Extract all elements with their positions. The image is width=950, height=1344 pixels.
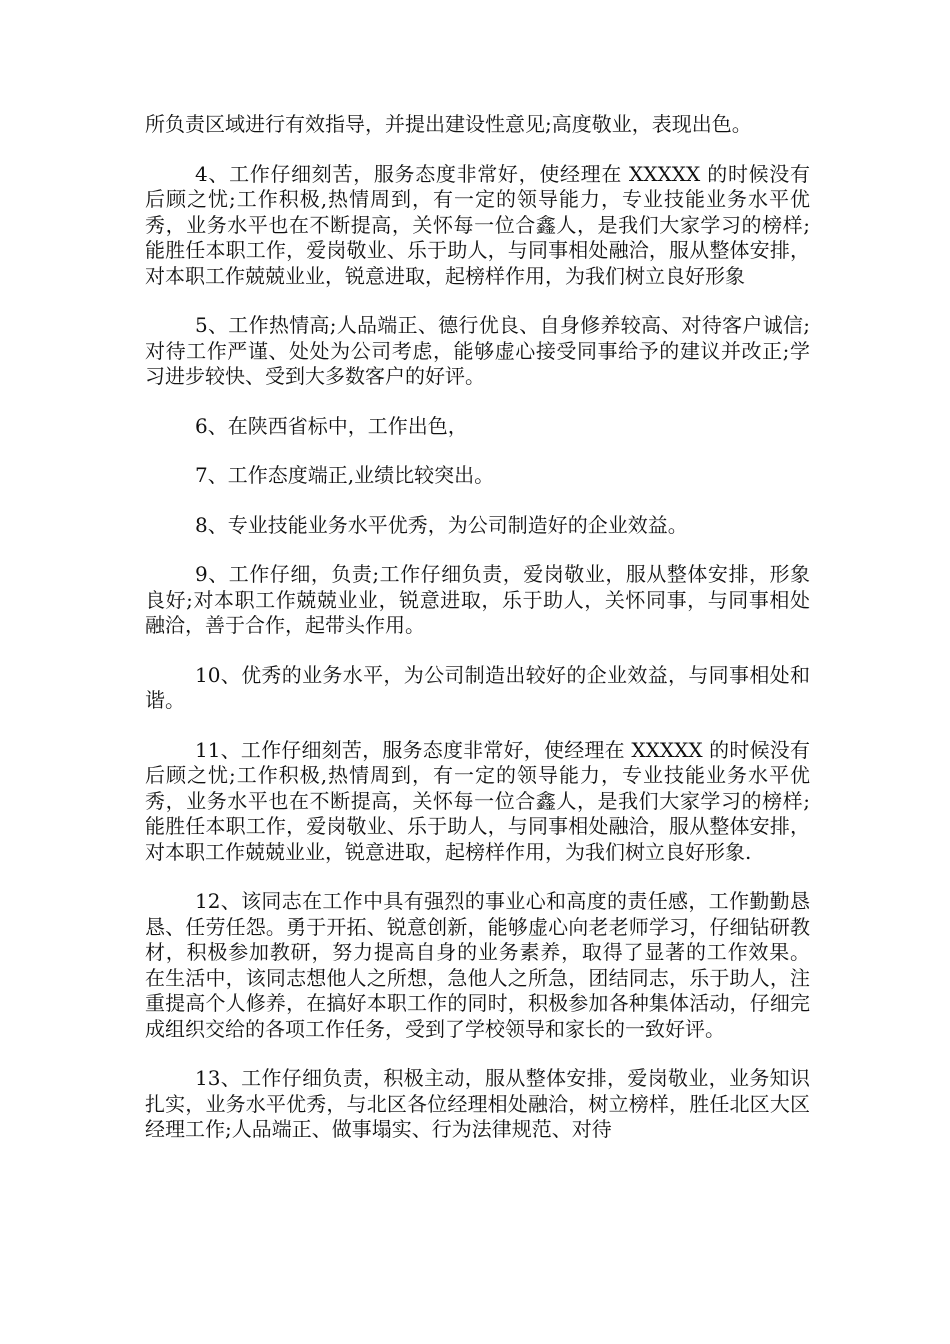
paragraph: 12、该同志在工作中具有强烈的事业心和高度的责任感，工作勤勤恳恳、任劳任怨。勇于开拓、锐意创新，能够虚心向老老师学习，仔细钻研教材，积极参加教研，努力提高自身的业务素养，取得了显著的工作效果。 在生活中，该同志想他人之所想，急他人之所急，团结同志，乐于助人，注重提高个人修养，在搞好本职工作的同时，积极参加各种集体活动，仔细完成组织交给的各项工作任务，受到了学校领导和家长的一致好评。 xyxy=(145,889,810,1041)
paragraph: 5、工作热情高;人品端正、德行优良、自身修养较高、对待客户诚信;对待工作严谨、处处为公司考虑，能够虚心接受同事给予的建议并改正;学习进步较快、受到大多数客户的好评。 xyxy=(145,313,810,388)
paragraph: 8、专业技能业务水平优秀，为公司制造好的企业效益。 xyxy=(195,512,688,537)
paragraph: 4、工作仔细刻苦，服务态度非常好，使经理在 XXXXX 的时候没有后顾之忧;工作积极,热情周到，有一定的领导能力，专业技能业务水平优秀，业务水平也在不断提高，关怀每一位合鑫人，是我们大家学习的榜样;能胜任本职工作，爱岗敬业、乐于助人，与同事相处融洽，服从整体安排，对本职工作兢兢业业，锐意进取，起榜样作用，为我们树立良好形象 xyxy=(145,161,810,288)
paragraph: 13、工作仔细负责，积极主动，服从整体安排，爱岗敬业，业务知识扎实，业务水平优秀，与北区各位经理相处融洽，树立榜样，胜任北区大区经理工作;人品端正、做事塌实、行为法律规范、对待 xyxy=(145,1066,810,1141)
paragraph: 10、优秀的业务水平，为公司制造出较好的企业效益，与同事相处和谐。 xyxy=(145,662,810,712)
paragraph: 所负责区域进行有效指导，并提出建设性意见;高度敬业，表现出色。 xyxy=(145,112,752,136)
paragraph: 6、在陕西省标中，工作出色， xyxy=(195,413,468,438)
paragraph: 7、工作态度端正,业绩比较突出。 xyxy=(195,463,495,487)
paragraph: 11、工作仔细刻苦，服务态度非常好，使经理在 XXXXX 的时候没有后顾之忧;工作积极,热情周到，有一定的领导能力，专业技能业务水平优秀，业务水平也在不断提高，关怀每一位合鑫人，是我们大家学习的榜样;能胜任本职工作，爱岗敬业、乐于助人，与同事相处融洽，服从整体安排，对本职工作兢兢业业，锐意进取，起榜样作用，为我们树立良好形象. xyxy=(145,737,810,864)
document-body xyxy=(145,112,810,1167)
paragraph: 9、工作仔细，负责;工作仔细负责，爱岗敬业，服从整体安排，形象良好;对本职工作兢兢业业，锐意进取，乐于助人，关怀同事，与同事相处融洽，善于合作，起带头作用。 xyxy=(145,562,810,637)
